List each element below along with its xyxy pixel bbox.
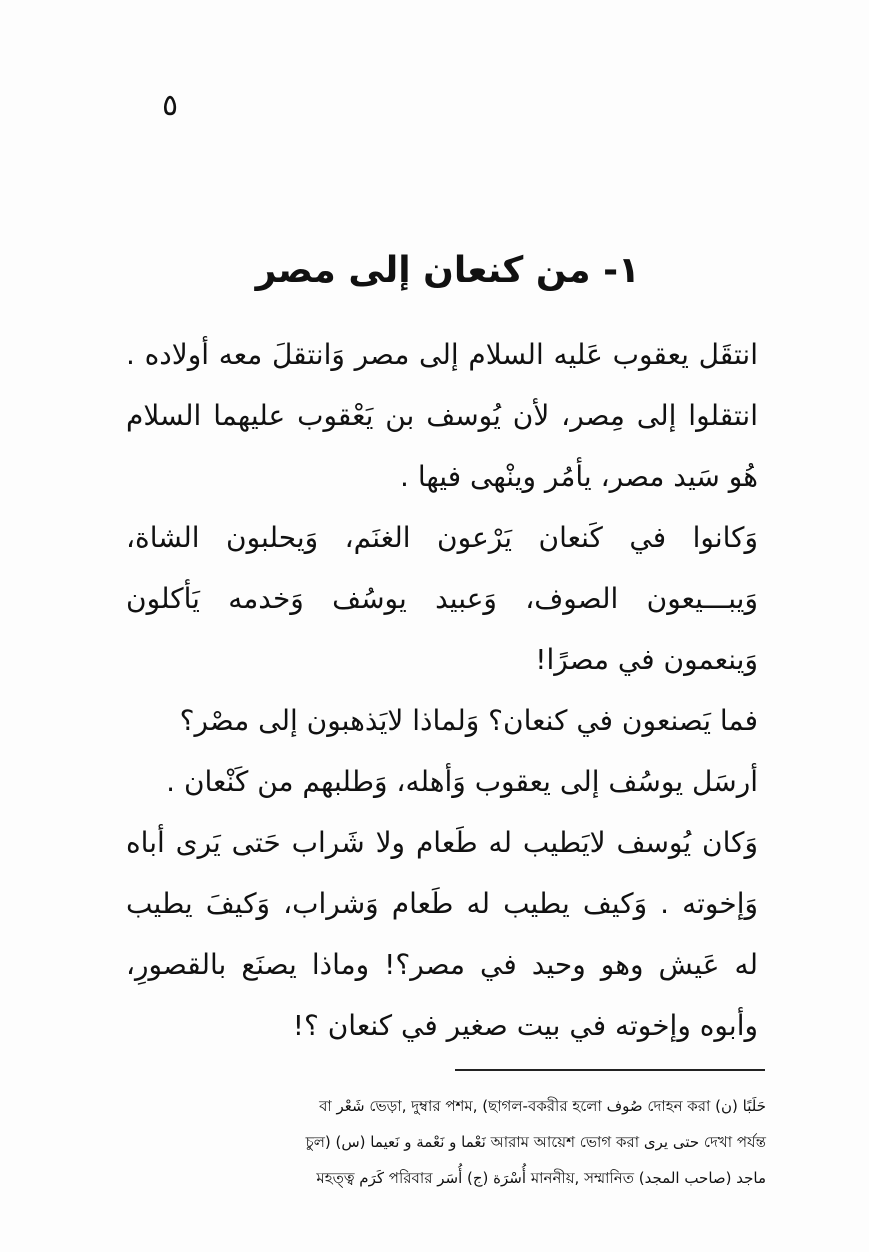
footnotes: [136, 1088, 766, 1196]
chapter-title: ١- من كنعان إلى مصر: [255, 250, 640, 291]
text-line: وَيبـــيعون الصوف، وَعبيد يوسُف وَخدمه يَأكلون: [126, 582, 758, 615]
text-line: وَكان يُوسف لايَطيب له طَعام ولا شَراب حَتى يَرى أباه: [126, 826, 758, 859]
text-line: وَإخوته . وَكيف يطيب له طَعام وَشراب، وَكيفَ يطيب: [126, 887, 758, 920]
text-line: له عَيش وهو وحيد في مصر؟! وماذا يصنَع بالقصورِ،: [126, 948, 758, 981]
text-line: وَينعمون في مصرًا!: [535, 643, 758, 676]
page-number: ٥: [161, 88, 179, 123]
footnote-line: حَلَبًا (ن) দোহন করা صُوف ভেড়া, দুম্বার পশম, (ছাগল-বকরীর হলো شَعْر বা: [319, 1097, 766, 1115]
text-line: فما يَصنعون في كنعان؟ وَلماذا لايَذهبون إلى مصْر؟: [179, 704, 758, 737]
footnote-divider: [455, 1069, 765, 1071]
body-text: [126, 324, 758, 1056]
text-line: هُو سَيد مصر، يأمُر وينْهى فيها .: [400, 460, 758, 493]
text-line: انتقَل يعقوب عَليه السلام إلى مصر وَانتقلَ معه أولاده .: [126, 338, 758, 371]
text-line: وأبوه وإخوته في بيت صغير في كنعان ؟!: [292, 1009, 758, 1042]
text-line: أرسَل يوسُف إلى يعقوب وَأهله، وَطلبهم من كَنْعان .: [166, 765, 758, 798]
footnote-line: চুল) (س) نَعْما و نَعْمة و نَعيما আরাম আয়েশ ভোগ করা حتى يرى দেখা পর্যন্ত: [305, 1133, 766, 1151]
text-line: انتقلوا إلى مِصر، لأن يُوسف بن يَعْقوب عليهما السلام: [126, 399, 758, 432]
footnote-line: মহত্ত্ব كَرَم পরিবার أُسْرَة (ج) أُسَر মাননীয়, সম্মানিত ماجد (صاحب المجد): [316, 1169, 766, 1187]
text-line: وَكانوا في كَنعان يَرْعون الغنَم، وَيحلبون الشاة،: [126, 521, 758, 554]
